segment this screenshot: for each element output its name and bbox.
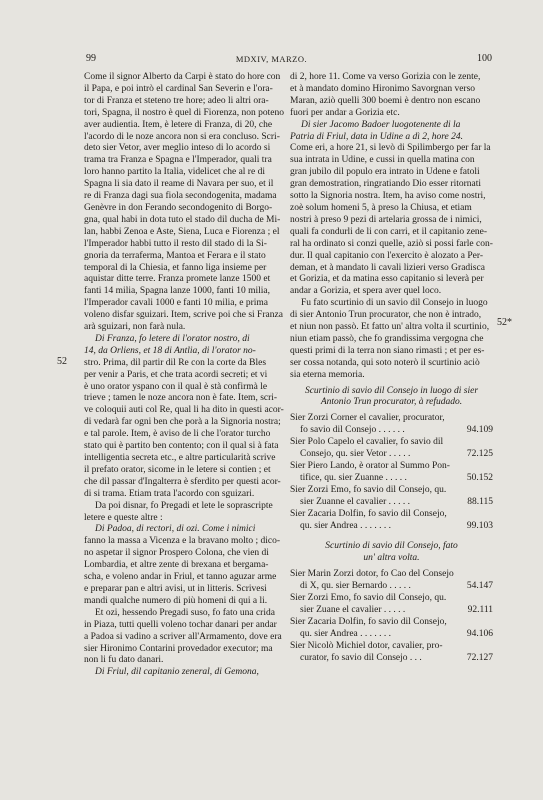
paragraph-rome-france: Come il signor Alberto da Carpi è stato do hore con il Papa, e poi intrò el cardinal San Severin e l'ora- tor di Franza et steteno tre hore; adeo li altri ora- tori, Spagna, il nostro è quel di Fiorenza, non poteno aver audientia. Item, è letere di Franza, di 20, che l'acordo di le noze ancora non si era concluso. Scri- deto sier Vetor, aver meglio inteso di lo acordo si trama tra Franza e Spagna e l'Imperador, quali tra loro hanno partito la Italia, videlicet che al re di Spagna li sia dato il reame di Navara per suo, et il re di Franza dagi sua fiola secondogenita, madama Genèvre in don Ferando secondogenito di Borgo- gna, qual habi in dota tuto el stado dil ducha de Mi- lan, habbi Zenoa e Aste, Siena, Luca e Fiorenza ; el l'Imperador habbi tutto il resto dil stado di la Si- gnoria da terraferma, Mantoa et Ferara e il stato temporal di la Chiesia, et fanno liga insieme per aquistar ditte terre. Franza promete lanze 1500 et fanti 14 milia, Spagna lanze 1000, fanti 10 milia, l'Imperador cavali 1000 e fanti 10 milia, e prima voleno disfar sguizari. Item, scrive poi che si Franza arà sguizari, non farà nula. [84, 72, 284, 333]
margin-note-right: 52* [497, 317, 512, 328]
table1 [290, 413, 493, 532]
table-row: Sier Zacaria Dolfin, fo savio dil Consejo, qu. sier Andrea . . . . . . . 99.103 [290, 508, 493, 531]
table-row: Sier Piero Lando, è orator al Summo Pon- tifice, qu. sier Zuanne . . . . . 50.152 [290, 461, 493, 483]
paragraph-padoa: Di Padoa, di rectori, di ozi. Come i nimici fanno la massa a Vicenza e la bravano molto ; dico- no aspetar il signor Prospero Colona, che vien di Lombardia, et altre zente di brexana et bergama- scha, e voleno andar in Friul, et tanno aguzar arme e preparar pan e altri avisi, ut in litteris. Scrivesi mandi qualche numero di più homeni di qui a li. [84, 524, 281, 606]
table-row: Sier Zorzi Corner el cavalier, procurator, fo savio dil Consejo . . . . . . 94.109 [290, 413, 493, 436]
table2-title: Scurtinio di savio dil Consejo, fato un' altra volta. [325, 541, 458, 564]
table-row: Sier Zorzi Emo, fo savio dil Consejo, qu. sier Zuanne el cavalier . . . . . 88.115 [290, 484, 493, 507]
paragraph-scurtinio: Fu fato scurtinio di un savio dil Consejo in luogo di sier Antonio Trun procurator, che non è intrado, et niun non passò. Et fatto un' altra volta il scurtinio, niun etiam passò, che fo grandissima vergogna che questi primi di la terra non siano rimasti ; et per es- ser cossa notanda, qui soto noterò il scurtinio aciò sia eterna memoria. [290, 298, 490, 380]
table-row: Sier Zacaria Dolfin, fo savio dil Consejo, qu. sier Andrea . . . . . . . 94.106 [290, 616, 493, 639]
table-row: Sier Nicolò Michiel dotor, cavalier, pro- curator, fo savio dil Consejo . . . 72.127 [290, 640, 493, 663]
paragraph-badoer: Di sier Jacomo Badoer luogotenente di la Patria di Friul, data in Udine a dì 2, hore 24. Come eri, a hore 21, si levò di Spilimbergo per far la sua intrata in Udine, e cussi in quella matina con gran jubilo dil populo era intrato in Udene e fatoli gran demostration, ringratiando Dio esser ritornati sotto la Signoria nostra. Item, ha aviso come nostri, zoè solum homeni 5, à preso la Chiusa, et etiam nostri à preso 9 pezi di artelaria grossa de i nimici, quali fa condurli de li con carri, et il capitanio zene- ral ha ordinato si conzi quelle, aziò si possi farle con- dur. Il qual capitanio con l'exercito è alozato a Per- deman, et à mandato li cavali lizieri verso Gradisca et Gorizia, et da matina esso capitanio si leverà per andar a Gorizia, et spera aver quel loco. [290, 119, 493, 297]
table1-title: Scurtinio di savio dil Consejo in luogo di sier Antonio Trun procurator, à refudado. [304, 385, 479, 408]
table-row: Sier Zorzi Emo, fo savio dil Consejo, qu. sier Zuane el cavalier . . . . . 92.111 [290, 593, 493, 615]
paragraph-crida-piaza: Et ozi, hessendo Pregadi suso, fo fato una crida in Piaza, tutti quelli voleno tochar danari per andar a Padoa si vadino a scriver all'Armamento, dove era sier Hironimo Contarini provedador executor; ma non li fu dato danari. [84, 607, 282, 666]
paragraph-letters-from-france: Di Franza, fo letere di l'orator nostro, di 14, da Orliens, et 18 di Antlia, di l'orator no- stro. Prima, dil partir dil Re con la corte da Bles per venir a Paris, et che trata acordi secreti; et vi è uno orator yspano con il qual è stà confirmà le trieve ; tamen le noze ancora non è fate. Item, scri- ve coloquii auti col Re, qual li ha dito in questi acor- di vedarà far ogni ben che porà a la Signoria nostra; e tal parole. Item, è aviso de li che l'orator turcho stato qui è partito ben contento; con il qual si à fata intelligentia secreta etc., e altre particularità scrive il prefato orator, sicome in le letere si contien ; et che dil passar d'Ingalterra è sferdito per questi acor- di si trama. Etiam trata l'acordo con sguizari. [84, 333, 284, 499]
table-row: Sier Marin Zorzi dotor, fo Cao del Consejo di X, qu. sier Bernardo . . . . . 54.147 [290, 569, 493, 592]
page-number-right: 100 [477, 53, 492, 64]
running-title: MDXIV, MARZO. [235, 54, 308, 64]
page-number-left: 99 [86, 53, 96, 64]
paragraph-friul-start: Di Friul, dil capitanio zeneral, di Gemona, [95, 667, 259, 678]
margin-note-left: 52 [57, 356, 67, 367]
right-column [290, 72, 493, 665]
paragraph-pregadi: Da poi disnar, fo Pregadi et lete le soprascripte letere e queste altre : [84, 500, 273, 523]
left-column [84, 72, 287, 679]
paragraph-friul-continued: di 2, hore 11. Come va verso Gorizia con le zente, et à mandato domino Hironimo Savorgnan verso Maran, aziò quelli 300 boemi è dentro non escano fuori per andar a Gorizia etc. [290, 72, 481, 118]
table-row: Sier Polo Capelo el cavalier, fo savio dil Consejo, qu. sier Vetor . . . . . 72.125 [290, 437, 493, 460]
table2 [290, 569, 493, 664]
